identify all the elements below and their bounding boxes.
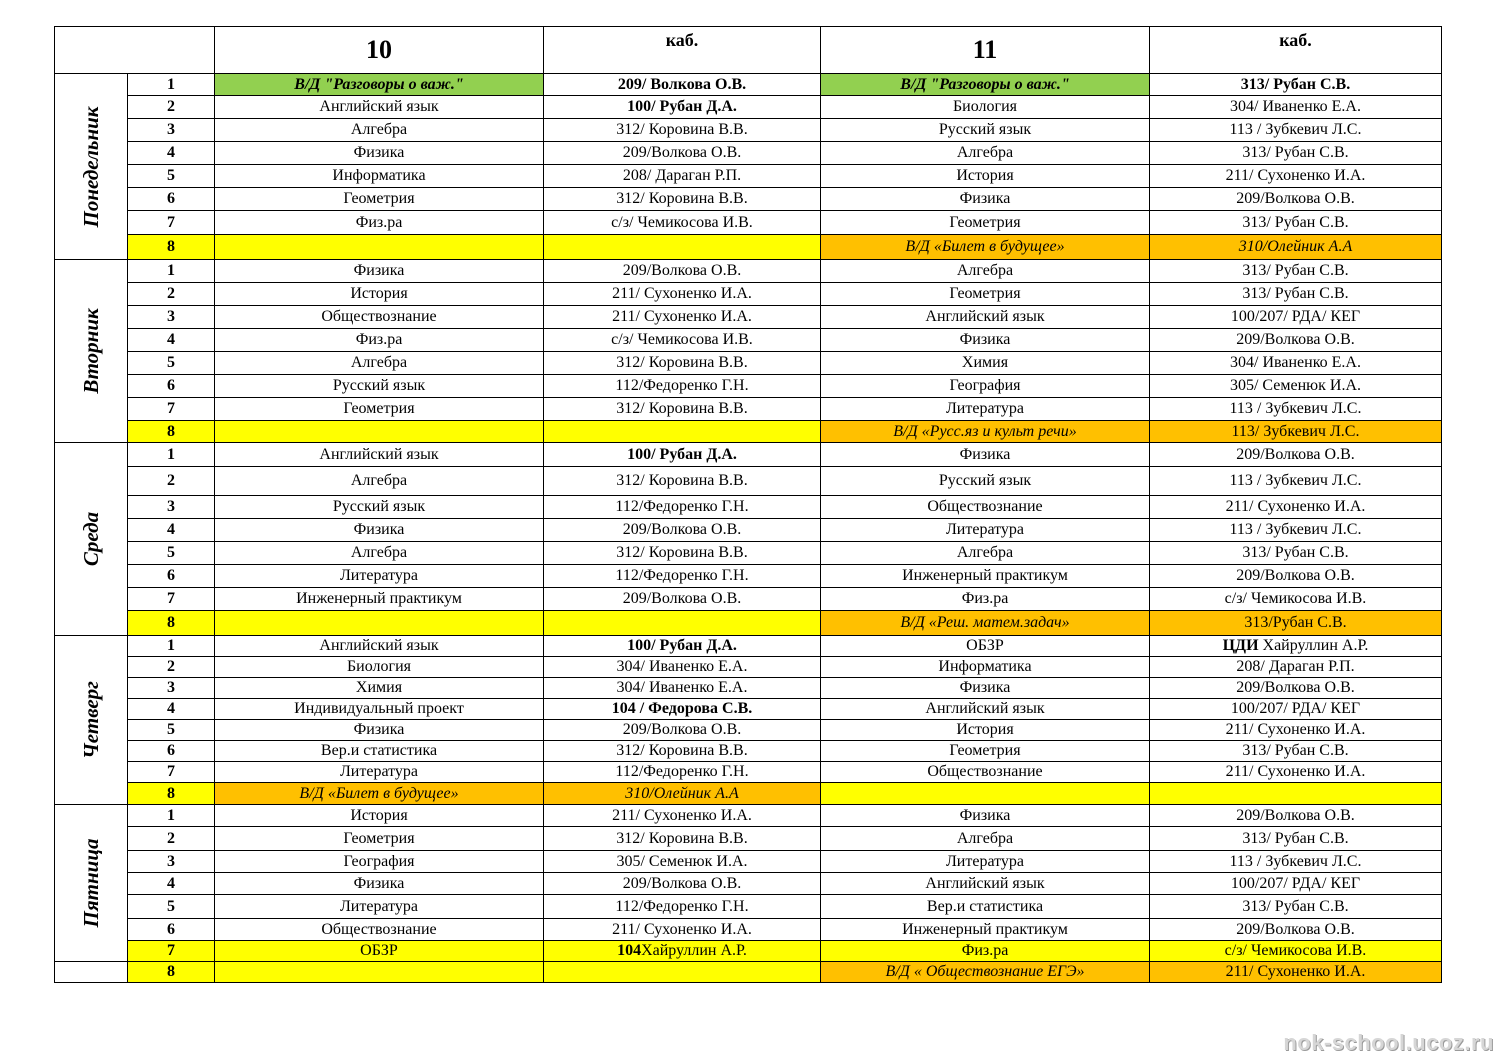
room-teacher-grade-11: 305/ Семенюк И.А. bbox=[1150, 375, 1442, 398]
subject-grade-10: Литература bbox=[215, 565, 544, 588]
day-label: Среда bbox=[79, 511, 103, 567]
room-teacher-grade-11: 211/ Сухоненко И.А. bbox=[1150, 762, 1442, 783]
subject-grade-10: Обществознание bbox=[215, 919, 544, 941]
room-teacher-grade-10: 208/ Дараган Р.П. bbox=[544, 165, 821, 188]
subject-grade-10: Английский язык bbox=[215, 636, 544, 657]
subject-grade-10: Алгебра bbox=[215, 542, 544, 565]
lesson-number: 3 bbox=[128, 496, 215, 519]
subject-grade-11: ОБЗР bbox=[821, 636, 1150, 657]
subject-grade-10: Физ.ра bbox=[215, 211, 544, 235]
lesson-number: 8 bbox=[128, 783, 215, 805]
schedule-row bbox=[55, 211, 1442, 235]
room-teacher-grade-10: 209/Волкова О.В. bbox=[544, 142, 821, 165]
subject-grade-11: История bbox=[821, 165, 1150, 188]
subject-grade-11: Физика bbox=[821, 805, 1150, 827]
lesson-number: 2 bbox=[128, 657, 215, 678]
schedule-row bbox=[55, 657, 1442, 678]
schedule-row bbox=[55, 741, 1442, 762]
subject-grade-10: Физика bbox=[215, 260, 544, 283]
room-teacher-grade-11: 313/ Рубан С.В. bbox=[1150, 260, 1442, 283]
room-teacher-grade-11: 209/Волкова О.В. bbox=[1150, 678, 1442, 699]
room-teacher-grade-11: 313/Рубан С.В. bbox=[1150, 611, 1442, 636]
lesson-number: 3 bbox=[128, 119, 215, 142]
room-teacher-grade-11: 313/ Рубан С.В. bbox=[1150, 741, 1442, 762]
subject-grade-11: Вер.и статистика bbox=[821, 895, 1150, 919]
subject-grade-11: Обществознание bbox=[821, 496, 1150, 519]
schedule-table bbox=[54, 26, 1442, 983]
lesson-number: 4 bbox=[128, 699, 215, 720]
schedule-row bbox=[55, 805, 1442, 827]
room-teacher-grade-10: 312/ Коровина В.В. bbox=[544, 119, 821, 142]
subject-grade-10: Химия bbox=[215, 678, 544, 699]
day-label-cell bbox=[55, 636, 128, 805]
subject-grade-11: В/Д "Разговоры о важ." bbox=[821, 74, 1150, 96]
lesson-number: 4 bbox=[128, 873, 215, 895]
subject-grade-11: Алгебра bbox=[821, 260, 1150, 283]
header-corner bbox=[55, 27, 215, 74]
subject-grade-11: Физика bbox=[821, 443, 1150, 467]
room-teacher-grade-10: 112/Федоренко Г.Н. bbox=[544, 565, 821, 588]
subject-grade-11: Английский язык bbox=[821, 306, 1150, 329]
lesson-number: 2 bbox=[128, 283, 215, 306]
day-label: Понедельник bbox=[79, 106, 103, 227]
schedule-row bbox=[55, 720, 1442, 741]
lesson-number: 5 bbox=[128, 165, 215, 188]
subject-grade-10: Русский язык bbox=[215, 375, 544, 398]
subject-grade-11: Физика bbox=[821, 188, 1150, 211]
schedule-row bbox=[55, 398, 1442, 421]
subject-grade-10 bbox=[215, 235, 544, 260]
room-teacher-grade-10: 209/Волкова О.В. bbox=[544, 519, 821, 542]
schedule-row bbox=[55, 827, 1442, 851]
subject-grade-10: ОБЗР bbox=[215, 941, 544, 962]
header-grade-11: 11 bbox=[821, 27, 1150, 74]
subject-grade-10: Физика bbox=[215, 519, 544, 542]
room-teacher-grade-11: 313/ Рубан С.В. bbox=[1150, 895, 1442, 919]
schedule-row bbox=[55, 306, 1442, 329]
room-teacher-grade-10: 312/ Коровина В.В. bbox=[544, 542, 821, 565]
room-teacher-grade-10: 100/ Рубан Д.А. bbox=[544, 636, 821, 657]
schedule-row bbox=[55, 762, 1442, 783]
room-teacher-grade-11: 304/ Иваненко Е.А. bbox=[1150, 96, 1442, 119]
subject-grade-11: В/Д « Обществознание ЕГЭ» bbox=[821, 962, 1150, 983]
schedule-row bbox=[55, 919, 1442, 941]
lesson-number: 5 bbox=[128, 720, 215, 741]
room-teacher-grade-11: 211/ Сухоненко И.А. bbox=[1150, 720, 1442, 741]
lesson-number: 6 bbox=[128, 188, 215, 211]
lesson-number: 4 bbox=[128, 142, 215, 165]
room-teacher-grade-10: 312/ Коровина В.В. bbox=[544, 352, 821, 375]
subject-grade-10: В/Д «Билет в будущее» bbox=[215, 783, 544, 805]
room-teacher-grade-11: с/з/ Чемикосова И.В. bbox=[1150, 941, 1442, 962]
lesson-number: 1 bbox=[128, 636, 215, 657]
room-teacher-grade-10: с/з/ Чемикосова И.В. bbox=[544, 329, 821, 352]
schedule-row bbox=[55, 699, 1442, 720]
lesson-number: 6 bbox=[128, 375, 215, 398]
subject-grade-10: Литература bbox=[215, 895, 544, 919]
room-teacher-grade-11: 113 / Зубкевич Л.С. bbox=[1150, 519, 1442, 542]
schedule-row bbox=[55, 443, 1442, 467]
subject-grade-10: Алгебра bbox=[215, 352, 544, 375]
room-teacher-grade-11: 209/Волкова О.В. bbox=[1150, 805, 1442, 827]
day-label: Вторник bbox=[79, 308, 103, 394]
room-teacher-grade-10: с/з/ Чемикосова И.В. bbox=[544, 211, 821, 235]
subject-grade-10: Литература bbox=[215, 762, 544, 783]
room-teacher-grade-10 bbox=[544, 611, 821, 636]
room-teacher-grade-11: 209/Волкова О.В. bbox=[1150, 443, 1442, 467]
schedule-row bbox=[55, 375, 1442, 398]
room-teacher-grade-10: 112/Федоренко Г.Н. bbox=[544, 762, 821, 783]
subject-grade-10: Биология bbox=[215, 657, 544, 678]
room-teacher-grade-11: 313/ Рубан С.В. bbox=[1150, 827, 1442, 851]
schedule-row bbox=[55, 283, 1442, 306]
subject-grade-11: В/Д «Русс.яз и культ речи» bbox=[821, 421, 1150, 443]
room-teacher-grade-10: 304/ Иваненко Е.А. bbox=[544, 657, 821, 678]
lesson-number: 8 bbox=[128, 962, 215, 983]
room-teacher-grade-11: 209/Волкова О.В. bbox=[1150, 565, 1442, 588]
room-teacher-grade-11: 113/ Зубкевич Л.С. bbox=[1150, 421, 1442, 443]
subject-grade-11: Физика bbox=[821, 329, 1150, 352]
schedule-row bbox=[55, 352, 1442, 375]
lesson-number: 4 bbox=[128, 519, 215, 542]
schedule-row bbox=[55, 74, 1442, 96]
schedule-row bbox=[55, 588, 1442, 611]
subject-grade-10: Информатика bbox=[215, 165, 544, 188]
lesson-number: 5 bbox=[128, 352, 215, 375]
day-label-cell bbox=[55, 805, 128, 962]
room-teacher-grade-11: 100/207/ РДА/ КЕГ bbox=[1150, 873, 1442, 895]
subject-grade-10: География bbox=[215, 851, 544, 873]
subject-grade-10 bbox=[215, 611, 544, 636]
schedule-row bbox=[55, 519, 1442, 542]
room-teacher-grade-10: 209/Волкова О.В. bbox=[544, 588, 821, 611]
subject-grade-10: В/Д "Разговоры о важ." bbox=[215, 74, 544, 96]
room-teacher-grade-11: 310/Олейник А.А bbox=[1150, 235, 1442, 260]
room-number: ЦДИ bbox=[1222, 637, 1259, 654]
room-teacher-grade-11: 211/ Сухоненко И.А. bbox=[1150, 962, 1442, 983]
day-label-cell bbox=[55, 260, 128, 443]
subject-grade-10 bbox=[215, 962, 544, 983]
subject-grade-11: Литература bbox=[821, 851, 1150, 873]
schedule-row bbox=[55, 783, 1442, 805]
room-teacher-grade-10 bbox=[544, 421, 821, 443]
room-teacher-grade-10 bbox=[544, 235, 821, 260]
subject-grade-11: Информатика bbox=[821, 657, 1150, 678]
lesson-number: 1 bbox=[128, 74, 215, 96]
room-teacher-grade-10: 209/ Волкова О.В. bbox=[544, 74, 821, 96]
lesson-number: 6 bbox=[128, 741, 215, 762]
room-teacher-grade-11: 100/207/ РДА/ КЕГ bbox=[1150, 306, 1442, 329]
lesson-number: 4 bbox=[128, 329, 215, 352]
subject-grade-11: Английский язык bbox=[821, 699, 1150, 720]
schedule-row bbox=[55, 678, 1442, 699]
room-teacher-grade-10: 209/Волкова О.В. bbox=[544, 260, 821, 283]
subject-grade-10 bbox=[215, 421, 544, 443]
subject-grade-11: Инженерный практикум bbox=[821, 565, 1150, 588]
subject-grade-10: Алгебра bbox=[215, 467, 544, 496]
subject-grade-11: Английский язык bbox=[821, 873, 1150, 895]
room-teacher-grade-10: 312/ Коровина В.В. bbox=[544, 467, 821, 496]
subject-grade-10: Обществознание bbox=[215, 306, 544, 329]
subject-grade-11: Геометрия bbox=[821, 283, 1150, 306]
lesson-number: 5 bbox=[128, 895, 215, 919]
lesson-number: 8 bbox=[128, 421, 215, 443]
subject-grade-11: Обществознание bbox=[821, 762, 1150, 783]
subject-grade-11: Русский язык bbox=[821, 119, 1150, 142]
schedule-row bbox=[55, 165, 1442, 188]
room-teacher-grade-10: 100/ Рубан Д.А. bbox=[544, 96, 821, 119]
schedule-row bbox=[55, 941, 1442, 962]
room-teacher-grade-10: 312/ Коровина В.В. bbox=[544, 827, 821, 851]
subject-grade-11: Физика bbox=[821, 678, 1150, 699]
lesson-number: 2 bbox=[128, 827, 215, 851]
lesson-number: 3 bbox=[128, 306, 215, 329]
header-cabinet-10: каб. bbox=[544, 27, 821, 74]
room-teacher-grade-11: 113 / Зубкевич Л.С. bbox=[1150, 398, 1442, 421]
room-teacher-grade-11: 313/ Рубан С.В. bbox=[1150, 142, 1442, 165]
subject-grade-11: Литература bbox=[821, 519, 1150, 542]
lesson-number: 1 bbox=[128, 443, 215, 467]
room-teacher-grade-11: 313/ Рубан С.В. bbox=[1150, 542, 1442, 565]
room-teacher-grade-10 bbox=[544, 962, 821, 983]
subject-grade-10: Английский язык bbox=[215, 443, 544, 467]
room-teacher-grade-10: 104 / Федорова С.В. bbox=[544, 699, 821, 720]
lesson-number: 2 bbox=[128, 467, 215, 496]
subject-grade-11: Биология bbox=[821, 96, 1150, 119]
day-label: Пятница bbox=[79, 838, 103, 928]
room-teacher-grade-10: 209/Волкова О.В. bbox=[544, 873, 821, 895]
subject-grade-11 bbox=[821, 783, 1150, 805]
schedule-row bbox=[55, 565, 1442, 588]
room-teacher-grade-10: 211/ Сухоненко И.А. bbox=[544, 919, 821, 941]
subject-grade-10: История bbox=[215, 283, 544, 306]
subject-grade-11: В/Д «Билет в будущее» bbox=[821, 235, 1150, 260]
lesson-number: 7 bbox=[128, 211, 215, 235]
schedule-row bbox=[55, 542, 1442, 565]
room-teacher-grade-10: 211/ Сухоненко И.А. bbox=[544, 306, 821, 329]
room-teacher-grade-11: 211/ Сухоненко И.А. bbox=[1150, 165, 1442, 188]
room-teacher-grade-11: 313/ Рубан С.В. bbox=[1150, 283, 1442, 306]
room-teacher-grade-11: 211/ Сухоненко И.А. bbox=[1150, 496, 1442, 519]
schedule-row bbox=[55, 235, 1442, 260]
subject-grade-10: Инженерный практикум bbox=[215, 588, 544, 611]
lesson-number: 1 bbox=[128, 805, 215, 827]
room-teacher-grade-10: 100/ Рубан Д.А. bbox=[544, 443, 821, 467]
subject-grade-11: История bbox=[821, 720, 1150, 741]
subject-grade-11: Русский язык bbox=[821, 467, 1150, 496]
lesson-number: 7 bbox=[128, 588, 215, 611]
subject-grade-11: География bbox=[821, 375, 1150, 398]
teacher-name: Хайруллин А.Р. bbox=[1258, 637, 1369, 654]
room-teacher-grade-11 bbox=[1150, 783, 1442, 805]
schedule-row bbox=[55, 260, 1442, 283]
room-teacher-grade-11: с/з/ Чемикосова И.В. bbox=[1150, 588, 1442, 611]
schedule-row bbox=[55, 496, 1442, 519]
subject-grade-11: Геометрия bbox=[821, 211, 1150, 235]
lesson-number: 7 bbox=[128, 398, 215, 421]
schedule-row bbox=[55, 851, 1442, 873]
header-cabinet-11: каб. bbox=[1150, 27, 1442, 74]
subject-grade-11: Физ.ра bbox=[821, 588, 1150, 611]
room-teacher-grade-10: 209/Волкова О.В. bbox=[544, 720, 821, 741]
lesson-number: 5 bbox=[128, 542, 215, 565]
site-watermark: nok-school.ucoz.ru bbox=[1283, 1030, 1494, 1055]
subject-grade-11: Литература bbox=[821, 398, 1150, 421]
room-teacher-grade-11: 209/Волкова О.В. bbox=[1150, 919, 1442, 941]
room-teacher-grade-10: 310/Олейник А.А bbox=[544, 783, 821, 805]
schedule-row bbox=[55, 873, 1442, 895]
lesson-number: 2 bbox=[128, 96, 215, 119]
lesson-number: 3 bbox=[128, 678, 215, 699]
subject-grade-11: Алгебра bbox=[821, 142, 1150, 165]
room-teacher-grade-10: 112/Федоренко Г.Н. bbox=[544, 496, 821, 519]
schedule-row bbox=[55, 119, 1442, 142]
schedule-row bbox=[55, 329, 1442, 352]
lesson-number: 6 bbox=[128, 919, 215, 941]
header-grade-10: 10 bbox=[215, 27, 544, 74]
room-number: 104 bbox=[617, 942, 642, 959]
room-teacher-grade-10: 312/ Коровина В.В. bbox=[544, 741, 821, 762]
room-teacher-grade-11 bbox=[1150, 636, 1442, 657]
room-teacher-grade-11: 304/ Иваненко Е.А. bbox=[1150, 352, 1442, 375]
schedule-row bbox=[55, 611, 1442, 636]
schedule-row bbox=[55, 895, 1442, 919]
subject-grade-11: Химия bbox=[821, 352, 1150, 375]
subject-grade-11: Алгебра bbox=[821, 827, 1150, 851]
day-label-cell bbox=[55, 74, 128, 260]
subject-grade-10: Индивидуальный проект bbox=[215, 699, 544, 720]
room-teacher-grade-10: 312/ Коровина В.В. bbox=[544, 188, 821, 211]
room-teacher-grade-10: 304/ Иваненко Е.А. bbox=[544, 678, 821, 699]
room-teacher-grade-11: 208/ Дараган Р.П. bbox=[1150, 657, 1442, 678]
subject-grade-10: Русский язык bbox=[215, 496, 544, 519]
room-teacher-grade-11: 209/Волкова О.В. bbox=[1150, 188, 1442, 211]
room-teacher-grade-10: 305/ Семенюк И.А. bbox=[544, 851, 821, 873]
teacher-name: Хайруллин А.Р. bbox=[641, 942, 747, 959]
subject-grade-10: Геометрия bbox=[215, 188, 544, 211]
subject-grade-10: Физика bbox=[215, 720, 544, 741]
day-label: Четверг bbox=[79, 681, 103, 759]
subject-grade-11: Алгебра bbox=[821, 542, 1150, 565]
subject-grade-10: Вер.и статистика bbox=[215, 741, 544, 762]
lesson-number: 6 bbox=[128, 565, 215, 588]
day-label-cell bbox=[55, 443, 128, 636]
schedule-row bbox=[55, 188, 1442, 211]
subject-grade-11: В/Д «Реш. матем.задач» bbox=[821, 611, 1150, 636]
lesson-number: 7 bbox=[128, 941, 215, 962]
room-teacher-grade-11: 209/Волкова О.В. bbox=[1150, 329, 1442, 352]
lesson-number: 1 bbox=[128, 260, 215, 283]
subject-grade-10: Физика bbox=[215, 142, 544, 165]
room-teacher-grade-10: 112/Федоренко Г.Н. bbox=[544, 375, 821, 398]
room-teacher-grade-11: 113 / Зубкевич Л.С. bbox=[1150, 467, 1442, 496]
header-row bbox=[55, 27, 1442, 74]
schedule-row bbox=[55, 96, 1442, 119]
room-teacher-grade-10 bbox=[544, 941, 821, 962]
room-teacher-grade-10: 312/ Коровина В.В. bbox=[544, 398, 821, 421]
schedule-row bbox=[55, 467, 1442, 496]
subject-grade-11: Геометрия bbox=[821, 741, 1150, 762]
schedule-row bbox=[55, 636, 1442, 657]
schedule-row bbox=[55, 421, 1442, 443]
subject-grade-10: Физ.ра bbox=[215, 329, 544, 352]
room-teacher-grade-11: 313/ Рубан С.В. bbox=[1150, 211, 1442, 235]
subject-grade-10: Алгебра bbox=[215, 119, 544, 142]
lesson-number: 8 bbox=[128, 235, 215, 260]
subject-grade-10: Геометрия bbox=[215, 827, 544, 851]
subject-grade-10: Английский язык bbox=[215, 96, 544, 119]
lesson-number: 8 bbox=[128, 611, 215, 636]
subject-grade-10: Геометрия bbox=[215, 398, 544, 421]
lesson-number: 7 bbox=[128, 762, 215, 783]
subject-grade-10: История bbox=[215, 805, 544, 827]
room-teacher-grade-11: 113 / Зубкевич Л.С. bbox=[1150, 119, 1442, 142]
schedule-row bbox=[55, 142, 1442, 165]
subject-grade-10: Физика bbox=[215, 873, 544, 895]
room-teacher-grade-10: 211/ Сухоненко И.А. bbox=[544, 283, 821, 306]
room-teacher-grade-10: 211/ Сухоненко И.А. bbox=[544, 805, 821, 827]
subject-grade-11: Физ.ра bbox=[821, 941, 1150, 962]
subject-grade-11: Инженерный практикум bbox=[821, 919, 1150, 941]
room-teacher-grade-10: 112/Федоренко Г.Н. bbox=[544, 895, 821, 919]
room-teacher-grade-11: 100/207/ РДА/ КЕГ bbox=[1150, 699, 1442, 720]
lesson-number: 3 bbox=[128, 851, 215, 873]
room-teacher-grade-11: 113 / Зубкевич Л.С. bbox=[1150, 851, 1442, 873]
empty-day-cell bbox=[55, 962, 128, 983]
room-teacher-grade-11: 313/ Рубан С.В. bbox=[1150, 74, 1442, 96]
schedule-row bbox=[55, 962, 1442, 983]
